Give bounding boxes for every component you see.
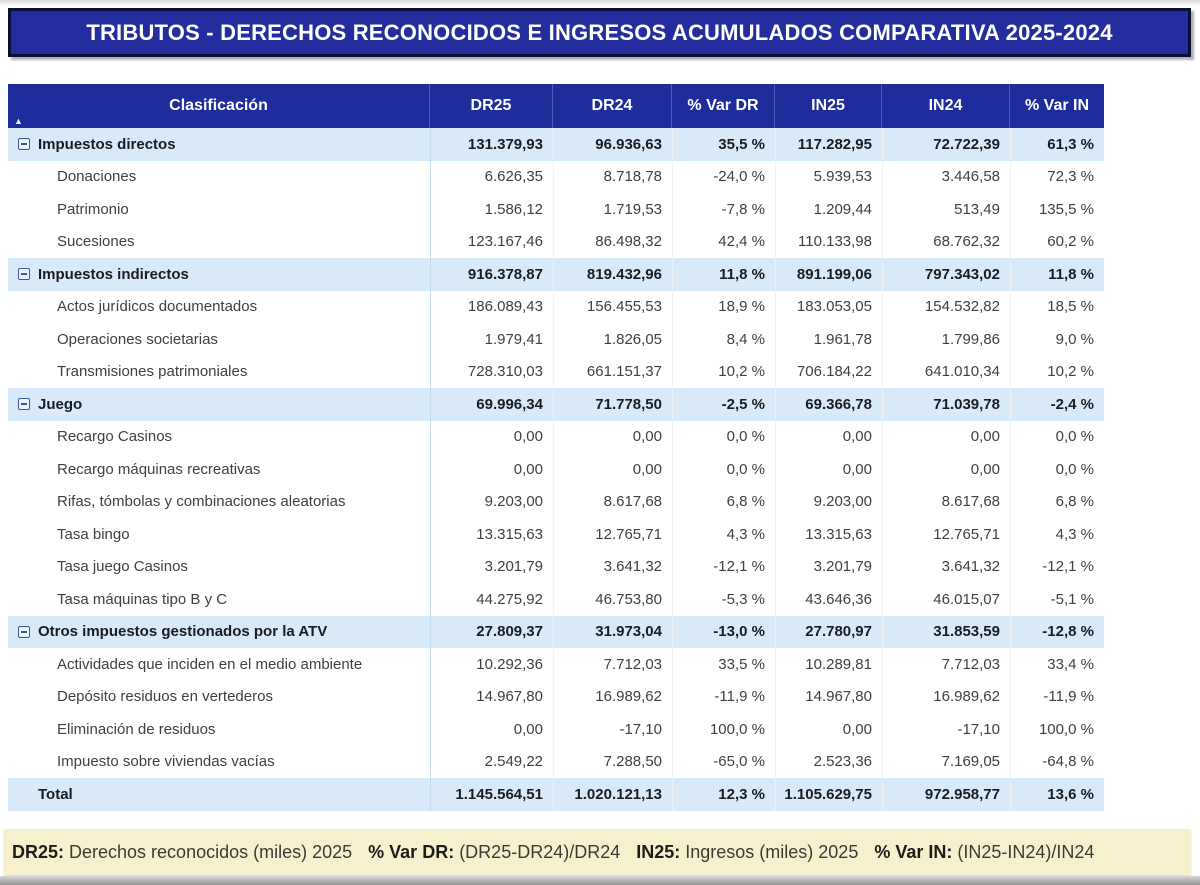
classification-cell [8,258,430,291]
value-cell-in24: 972.958,77 [882,778,1010,811]
value-cell-var-in: 60,2 % [1010,226,1104,259]
value-cell-in25: 13.315,63 [775,518,882,551]
value-cell-var-in: -2,4 % [1010,388,1104,421]
value-cell-var-in: 6,8 % [1010,486,1104,519]
table-row [8,551,1104,584]
value-cell-in25: 1.105.629,75 [775,778,882,811]
value-cell-var-dr: -24,0 % [672,161,775,194]
value-cell-var-dr: 100,0 % [672,713,775,746]
row-label: Transmisiones patrimoniales [57,363,248,381]
value-cell-var-dr: 4,3 % [672,518,775,551]
table-row [8,323,1104,356]
classification-cell [8,193,430,226]
classification-cell [8,388,430,421]
value-cell-dr24: 661.151,37 [553,356,672,389]
table-row [8,583,1104,616]
value-cell-dr24: 7.712,03 [553,648,672,681]
row-label: Juego [38,395,83,413]
value-cell-var-in: -64,8 % [1010,746,1104,779]
value-cell-dr25: 1.586,12 [430,193,553,226]
value-cell-var-in: 4,3 % [1010,518,1104,551]
row-label: Total [38,785,73,803]
value-cell-dr24: 1.719,53 [553,193,672,226]
value-cell-var-dr: -7,8 % [672,193,775,226]
value-cell-var-in: 10,2 % [1010,356,1104,389]
legend-text: Ingresos (miles) 2025 [680,841,859,862]
page-edge-shadow-bottom [0,876,1200,885]
value-cell-var-in: 13,6 % [1010,778,1104,811]
value-cell-in25: 1.209,44 [775,193,882,226]
classification-cell [8,648,430,681]
table-row [8,746,1104,779]
value-cell-in25: 0,00 [775,453,882,486]
value-cell-dr24: 46.753,80 [553,583,672,616]
value-cell-dr25: 131.379,93 [430,128,553,161]
column-header-var-in[interactable]: % Var IN [1024,97,1090,114]
value-cell-var-dr: 18,9 % [672,291,775,324]
legend-item [636,842,858,863]
row-label: Rifas, tómbolas y combinaciones aleatorias [57,493,346,511]
row-label: Recargo Casinos [57,428,173,446]
value-cell-in24: 7.712,03 [882,648,1010,681]
value-cell-in25: 69.366,78 [775,388,882,421]
value-cell-var-in: 11,8 % [1010,258,1104,291]
row-label: Impuesto sobre viviendas vacías [57,753,275,771]
value-cell-var-dr: -65,0 % [672,746,775,779]
classification-cell [8,746,430,779]
classification-cell [8,518,430,551]
value-cell-var-dr: 10,2 % [672,356,775,389]
value-cell-var-dr: 33,5 % [672,648,775,681]
value-cell-in24: 0,00 [882,453,1010,486]
value-cell-dr25: 728.310,03 [430,356,553,389]
value-cell-dr25: 44.275,92 [430,583,553,616]
value-cell-dr25: 13.315,63 [430,518,553,551]
table-row [8,681,1104,714]
legend-item [12,842,352,863]
value-cell-dr25: 1.979,41 [430,323,553,356]
table-row [8,648,1104,681]
table-row-group [8,128,1104,161]
row-label: Actividades que inciden en el medio ambiente [57,655,363,673]
classification-cell [8,226,430,259]
value-cell-in25: 5.939,53 [775,161,882,194]
value-cell-in24: 46.015,07 [882,583,1010,616]
value-cell-dr24: 819.432,96 [553,258,672,291]
value-cell-dr24: 86.498,32 [553,226,672,259]
value-cell-in25: 117.282,95 [775,128,882,161]
legend-text: (IN25-IN24)/IN24 [952,841,1095,862]
collapse-icon[interactable] [18,138,30,150]
table-row [8,713,1104,746]
value-cell-in24: 1.799,86 [882,323,1010,356]
tax-comparison-table [8,84,1104,811]
legend-label: % Var IN: [874,841,953,862]
value-cell-in25: 3.201,79 [775,551,882,584]
value-cell-in25: 0,00 [775,713,882,746]
value-cell-dr25: 0,00 [430,713,553,746]
value-cell-var-dr: 0,0 % [672,453,775,486]
row-label: Actos jurídicos documentados [57,298,258,316]
row-label: Donaciones [57,168,137,186]
collapse-icon[interactable] [18,398,30,410]
report-title-bar [8,8,1191,57]
value-cell-var-in: 33,4 % [1010,648,1104,681]
table-body [8,128,1104,811]
row-label: Eliminación de residuos [57,720,216,738]
row-label: Tasa máquinas tipo B y C [57,590,228,608]
value-cell-in24: 3.446,58 [882,161,1010,194]
value-cell-var-in: -12,1 % [1010,551,1104,584]
value-cell-dr25: 0,00 [430,453,553,486]
value-cell-in25: 183.053,05 [775,291,882,324]
value-cell-dr24: 71.778,50 [553,388,672,421]
column-header-in25[interactable]: IN25 [775,84,882,128]
classification-cell [8,128,430,161]
value-cell-in24: 71.039,78 [882,388,1010,421]
value-cell-var-in: 100,0 % [1010,713,1104,746]
classification-cell [8,681,430,714]
value-cell-dr25: 69.996,34 [430,388,553,421]
value-cell-dr24: 1.020.121,13 [553,778,672,811]
value-cell-dr25: 27.809,37 [430,616,553,649]
value-cell-in24: 154.532,82 [882,291,1010,324]
classification-cell [8,161,430,194]
value-cell-in25: 891.199,06 [775,258,882,291]
sort-ascending-icon[interactable]: ▲ [14,116,23,126]
value-cell-dr25: 916.378,87 [430,258,553,291]
legend-text: Derechos reconocidos (miles) 2025 [64,841,353,862]
row-label: Patrimonio [57,200,129,218]
value-cell-dr25: 14.967,80 [430,681,553,714]
value-cell-in24: -17,10 [882,713,1010,746]
value-cell-var-in: 0,0 % [1010,453,1104,486]
value-cell-var-dr: -13,0 % [672,616,775,649]
value-cell-in24: 16.989,62 [882,681,1010,714]
value-cell-dr25: 0,00 [430,421,553,454]
row-label: Tasa bingo [57,525,130,543]
value-cell-in25: 10.289,81 [775,648,882,681]
value-cell-dr25: 10.292,36 [430,648,553,681]
classification-cell [8,323,430,356]
value-cell-dr25: 1.145.564,51 [430,778,553,811]
legend-note [4,829,1191,875]
value-cell-var-in: -11,9 % [1010,681,1104,714]
table-row-group [8,258,1104,291]
value-cell-in24: 797.343,02 [882,258,1010,291]
value-cell-var-dr: 12,3 % [672,778,775,811]
legend-label: % Var DR: [368,841,455,862]
page-title: TRIBUTOS - DERECHOS RECONOCIDOS E INGRESOS ACUMULADOS COMPARATIVA 2025-2024 [86,19,1113,45]
classification-cell [8,551,430,584]
column-header-in24[interactable]: IN24 [882,84,1010,128]
value-cell-dr24: 31.973,04 [553,616,672,649]
value-cell-var-in: -5,1 % [1010,583,1104,616]
legend-item [368,842,620,863]
classification-cell [8,291,430,324]
value-cell-var-in: 0,0 % [1010,421,1104,454]
table-row [8,291,1104,324]
value-cell-var-in: 72,3 % [1010,161,1104,194]
row-label: Operaciones societarias [57,330,218,348]
collapse-icon[interactable] [18,268,30,280]
value-cell-in24: 641.010,34 [882,356,1010,389]
value-cell-in24: 31.853,59 [882,616,1010,649]
legend-text: (DR25-DR24)/DR24 [454,841,621,862]
value-cell-dr24: 0,00 [553,453,672,486]
table-row-group [8,388,1104,421]
column-header-var-dr[interactable]: % Var DR [672,84,775,128]
value-cell-in24: 513,49 [882,193,1010,226]
value-cell-var-dr: 0,0 % [672,421,775,454]
table-row [8,356,1104,389]
value-cell-in24: 3.641,32 [882,551,1010,584]
classification-cell [8,583,430,616]
value-cell-dr24: 96.936,63 [553,128,672,161]
value-cell-in24: 12.765,71 [882,518,1010,551]
classification-cell [8,356,430,389]
value-cell-in25: 2.523,36 [775,746,882,779]
value-cell-dr25: 123.167,46 [430,226,553,259]
value-cell-var-dr: -12,1 % [672,551,775,584]
value-cell-in24: 68.762,32 [882,226,1010,259]
value-cell-in25: 43.646,36 [775,583,882,616]
classification-cell [8,486,430,519]
value-cell-in25: 110.133,98 [775,226,882,259]
value-cell-dr25: 3.201,79 [430,551,553,584]
legend-label: DR25: [12,841,65,862]
table-row [8,193,1104,226]
value-cell-var-in: 135,5 % [1010,193,1104,226]
value-cell-in24: 72.722,39 [882,128,1010,161]
table-row-total [8,778,1104,811]
value-cell-dr24: 7.288,50 [553,746,672,779]
value-cell-var-dr: -11,9 % [672,681,775,714]
value-cell-dr24: 8.617,68 [553,486,672,519]
table-row [8,453,1104,486]
table-row-group [8,616,1104,649]
value-cell-var-dr: -5,3 % [672,583,775,616]
classification-cell [8,616,430,649]
value-cell-dr25: 9.203,00 [430,486,553,519]
value-cell-dr24: -17,10 [553,713,672,746]
value-cell-in24: 8.617,68 [882,486,1010,519]
table-header [8,84,1104,128]
row-label: Tasa juego Casinos [57,558,188,576]
value-cell-in25: 0,00 [775,421,882,454]
value-cell-in25: 14.967,80 [775,681,882,714]
value-cell-var-in: 18,5 % [1010,291,1104,324]
value-cell-in25: 706.184,22 [775,356,882,389]
collapse-icon[interactable] [18,626,30,638]
table-row [8,518,1104,551]
value-cell-var-in: 61,3 % [1010,128,1104,161]
value-cell-in24: 7.169,05 [882,746,1010,779]
page-edge-shadow-top [0,0,1200,6]
row-label: Impuestos indirectos [38,265,189,283]
value-cell-dr25: 186.089,43 [430,291,553,324]
row-label: Recargo máquinas recreativas [57,460,261,478]
row-label: Sucesiones [57,233,135,251]
value-cell-in24: 0,00 [882,421,1010,454]
value-cell-dr25: 2.549,22 [430,746,553,779]
classification-cell [8,713,430,746]
value-cell-var-in: -12,8 % [1010,616,1104,649]
column-header-dr24[interactable]: DR24 [553,84,672,128]
value-cell-in25: 1.961,78 [775,323,882,356]
classification-cell [8,421,430,454]
value-cell-in25: 27.780,97 [775,616,882,649]
value-cell-dr24: 8.718,78 [553,161,672,194]
classification-cell [8,778,430,811]
value-cell-dr24: 3.641,32 [553,551,672,584]
value-cell-var-dr: -2,5 % [672,388,775,421]
table-row [8,421,1104,454]
column-header-clasificación[interactable]: Clasificación ▲ [8,84,430,128]
value-cell-var-dr: 11,8 % [672,258,775,291]
value-cell-dr24: 16.989,62 [553,681,672,714]
column-header-dr25[interactable]: DR25 [430,84,553,128]
value-cell-var-dr: 42,4 % [672,226,775,259]
table-row [8,226,1104,259]
value-cell-dr25: 6.626,35 [430,161,553,194]
value-cell-dr24: 1.826,05 [553,323,672,356]
value-cell-in25: 9.203,00 [775,486,882,519]
value-cell-dr24: 0,00 [553,421,672,454]
value-cell-var-dr: 35,5 % [672,128,775,161]
row-label: Otros impuestos gestionados por la ATV [38,623,328,641]
table-row [8,486,1104,519]
row-label: Depósito residuos en vertederos [57,688,273,706]
row-label: Impuestos directos [38,135,176,153]
value-cell-var-dr: 6,8 % [672,486,775,519]
table-row [8,161,1104,194]
legend-item [874,842,1094,863]
value-cell-var-in: 9,0 % [1010,323,1104,356]
legend-label: IN25: [636,841,681,862]
value-cell-dr24: 156.455,53 [553,291,672,324]
value-cell-var-dr: 8,4 % [672,323,775,356]
classification-cell [8,453,430,486]
value-cell-dr24: 12.765,71 [553,518,672,551]
